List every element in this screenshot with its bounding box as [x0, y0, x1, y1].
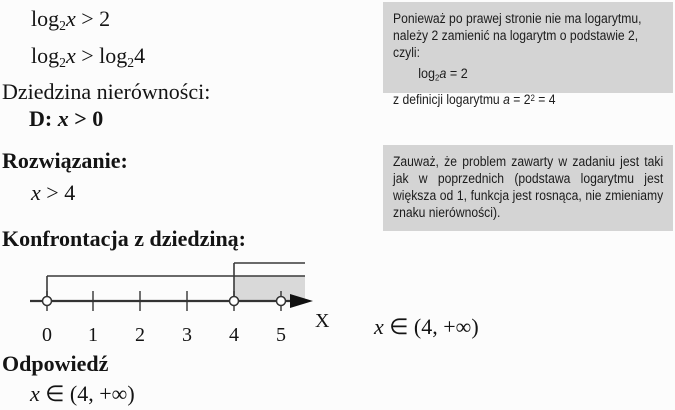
open-point-4	[230, 297, 239, 306]
variable-a: a	[503, 92, 510, 108]
equation-log-both-sides	[31, 43, 145, 76]
number-line-diagram	[18, 255, 348, 350]
interval-text: ∈ (4, +∞)	[39, 381, 135, 406]
note1-text: Ponieważ po prawej stronie nie ma logarytmu, należy 2 zamienić na logarytm o podstawie 2, czyli:	[393, 11, 642, 60]
tick-label-5: 5	[276, 324, 286, 346]
log-fn: log	[99, 43, 128, 68]
rhs: 0	[92, 106, 104, 131]
interval-text: ∈ (4, +∞)	[383, 314, 479, 339]
log-base: 2	[59, 17, 66, 33]
log-base: 2	[435, 72, 440, 83]
footer-suffix: = 4	[534, 92, 556, 108]
answer-value	[30, 381, 135, 407]
tick-label-4: 4	[229, 324, 239, 346]
log-fn: log	[31, 6, 60, 31]
tick-label-0: 0	[42, 324, 52, 346]
variable-x: x	[65, 6, 76, 31]
tick-label-1: 1	[88, 324, 98, 346]
relation: >	[40, 180, 65, 205]
variable-x: x	[374, 314, 384, 339]
rhs: 2	[460, 65, 468, 81]
log-fn: log	[418, 65, 436, 81]
note1-formula	[418, 65, 663, 86]
rhs: 4	[64, 180, 76, 205]
variable-a: a	[439, 65, 447, 81]
solution-heading: Rozwiązanie:	[2, 148, 128, 173]
note1-footer	[393, 90, 663, 108]
note-box-monotonicity-remark	[383, 145, 673, 231]
variable-x: x	[31, 180, 41, 205]
note-box-logarithm-conversion	[383, 2, 673, 108]
log-base: 2	[59, 54, 66, 70]
domain-prefix: D:	[29, 106, 58, 131]
rhs: 4	[134, 43, 146, 68]
relation: >	[75, 6, 100, 31]
log-base: 2	[127, 54, 135, 70]
domain-label: Dziedzina nierówności:	[2, 79, 211, 104]
relation: >	[75, 43, 100, 68]
variable-x: x	[57, 106, 69, 131]
tick-label-3: 3	[182, 324, 192, 346]
footer-mid: = 2	[509, 92, 531, 108]
interval-caption	[374, 314, 479, 340]
domain-value	[29, 106, 103, 132]
tick-label-2: 2	[135, 324, 145, 346]
equation-log-inequality	[31, 6, 110, 39]
variable-x: x	[65, 43, 76, 68]
rhs: 2	[99, 6, 111, 31]
relation: =	[446, 65, 461, 81]
variable-x: x	[30, 381, 40, 406]
open-point-0	[43, 297, 52, 306]
exponent: 2	[530, 93, 535, 104]
confrontation-heading: Konfrontacja z dziedziną:	[2, 226, 247, 251]
open-point-5	[277, 297, 286, 306]
axis-label-x: X	[315, 310, 330, 332]
log-fn: log	[31, 43, 60, 68]
relation: >	[68, 106, 93, 131]
note2-text: Zauważ, że problem zawarty w zadaniu jest taki jak w poprzednich (podstawa logarytmu jest większa od 1, funkcja jest rosnąca, nie zmieniamy znaku nierówności).	[393, 154, 664, 220]
footer-prefix: z definicji logarytmu	[393, 92, 504, 108]
solution-value	[31, 180, 75, 206]
answer-heading: Odpowiedź	[2, 351, 109, 376]
